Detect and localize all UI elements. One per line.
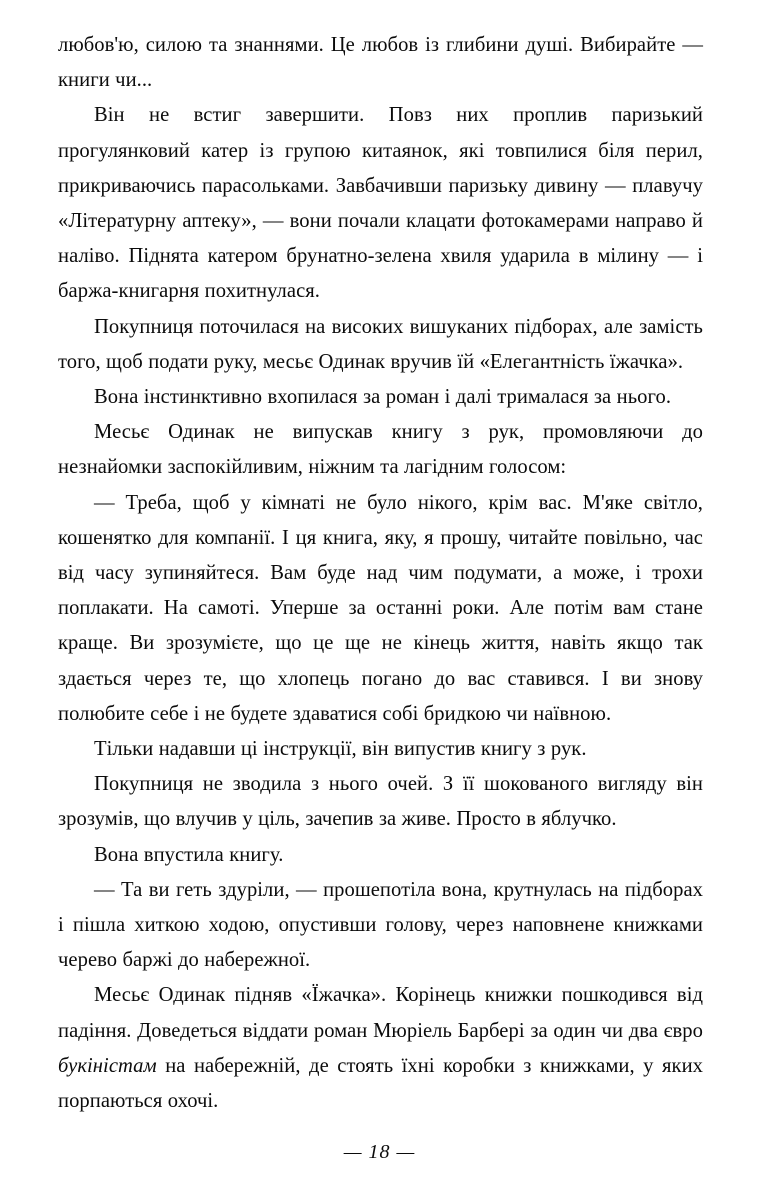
- hedgehog-segment-3: на набережній, де стоять їхні коробки з книжками, у яких порпаються охочі.: [58, 1054, 703, 1113]
- page-number: — 18 —: [343, 1141, 416, 1163]
- paragraph-boat: Він не встиг завершити. Повз них проплив паризький прогулянковий катер із групою китаянок, які товпилися біля перил, прикриваючись парасольками. Завбачивши паризьку дивину — плавучу «Літературну аптеку», — вони почали клацати фотокамерами направо й наліво. Піднята катером брунатно-зелена хвиля ударила в мілину — і баржа-книгарня похитнулася.: [58, 104, 703, 303]
- paragraph-released: Тільки надавши ці інструкції, він випустив книгу з рук.: [94, 738, 587, 761]
- paragraph-perdu-speaks: Месьє Одинак не випускав книгу з рук, промовляючи до незнайомки заспокійливим, ніжним та лагідним голосом:: [58, 421, 703, 479]
- paragraph-hedgehog: [58, 978, 703, 1119]
- paragraph-grabbed: Вона інстинктивно вхопилася за роман і далі трималася за нього.: [94, 386, 672, 409]
- paragraph-dialog-crazy: — Та ви геть здуріли, — прошепотіла вона, крутнулась на підборах і пішла хиткою ходою, опустивши голову, через наповнене книжками черево баржі до набережної.: [58, 878, 703, 972]
- hedgehog-segment-1: Месьє Одинак підняв «Їжачка». Корінець книжки пошкодився від падіння. Доведеться віддати роман Мюріель Барбері за один чи два євро: [58, 984, 703, 1042]
- paragraph-dropped: Вона впустила книгу.: [94, 843, 284, 866]
- paragraph-shocked: Покупниця не зводила з нього очей. З її шокованого вигляду він зрозумів, що влучив у ціль, зачепив за живе. Просто в яблучко.: [58, 773, 703, 831]
- hedgehog-segment-italic: букіністам: [58, 1054, 157, 1077]
- paragraph-dialog-instructions: — Треба, щоб у кімнаті не було нікого, крім вас. М'яке світло, кошенятко для компанії. І ця книга, яку, я прошу, читайте повільно, час від часу зупиняйтеся. Вам буде над чим подумати, а може, і трохи поплакати. На самоті. Уперше за останні роки. Але потім вам стане краще. Ви зрозумієте, що це ще не кінець життя, навіть якщо так здається через те, що хлопець погано до вас ставився. І ви знову полюбите себе і не будете здаватися собі бридкою чи наївною.: [58, 491, 703, 725]
- page-body: [58, 28, 703, 1119]
- paragraph-continued: любов'ю, силою та знаннями. Це любов із глибини душі. Вибирайте — книги чи...: [58, 34, 703, 92]
- paragraph-customer: Покупниця поточилася на високих вишуканих підборах, але замість того, щоб подати руку, месьє Одинак вручив їй «Елегантність їжачка».: [58, 315, 703, 373]
